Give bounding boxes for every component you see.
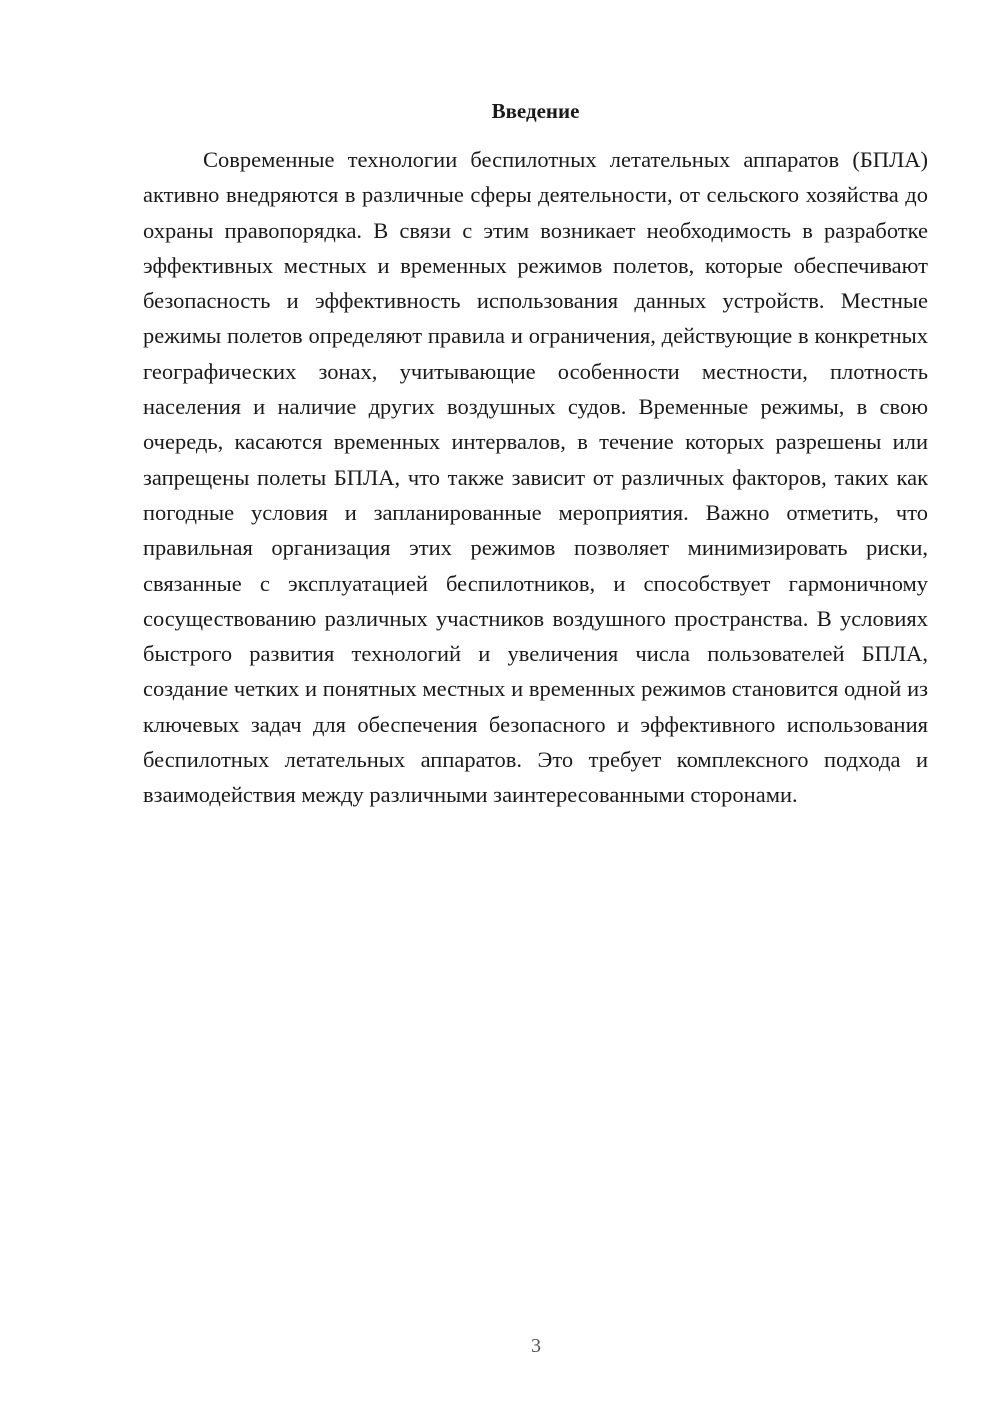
page-number: 3	[531, 1335, 541, 1357]
section-heading: Введение	[491, 99, 580, 123]
body-paragraph: Современные технологии беспилотных летательных аппаратов (БПЛА) активно внедряются в различные сферы деятельности, от сельского хозяйства до охраны правопорядка. В связи с этим возникает необходимость в разработке эффективных местных и временных режимов полетов, которые обеспечивают безопасность и эффективность использования данных устройств. Местные режимы полетов определяют правила и ограничения, действующие в конкретных географических зонах, учитывающие особенности местности, плотность населения и наличие других воздушных судов. Временные режимы, в свою очередь, касаются временных интервалов, в течение которых разрешены или запрещены полеты БПЛА, что также зависит от различных факторов, таких как погодные условия и запланированные мероприятия. Важно отметить, что правильная организация этих режимов позволяет минимизировать риски, связанные с эксплуатацией беспилотников, и способствует гармоничному сосуществованию различных участников воздушного пространства. В условиях быстрого развития технологий и увеличения числа пользователей БПЛА, создание четких и понятных местных и временных режимов становится одной из ключевых задач для обеспечения безопасного и эффективного использования беспилотных летательных аппаратов. Это требует комплексного подхода и взаимодействия между различными заинтересованными сторонами.	[143, 147, 928, 808]
